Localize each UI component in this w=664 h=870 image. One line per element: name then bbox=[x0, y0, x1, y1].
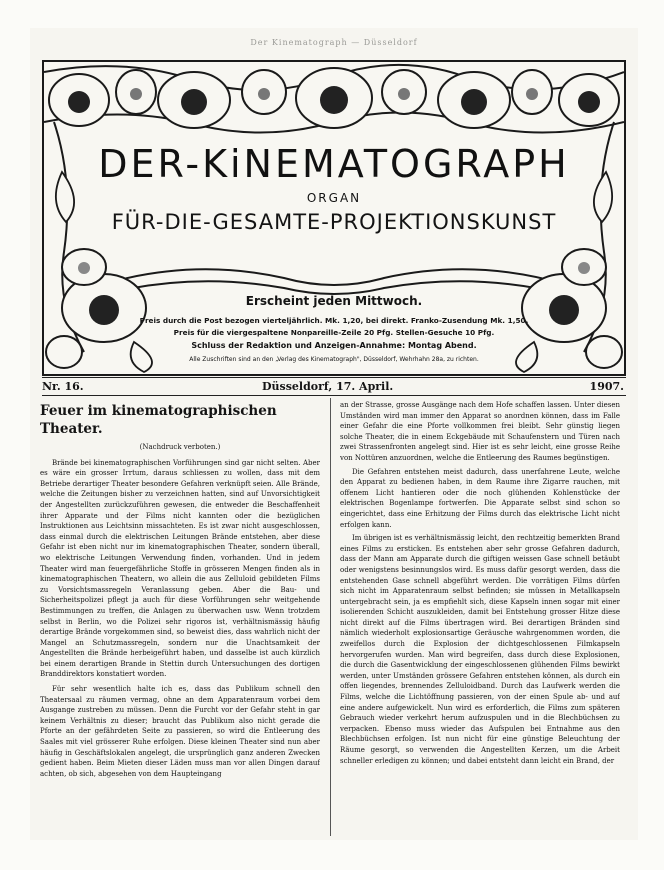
reprint-notice: (Nachdruck verboten.) bbox=[139, 443, 221, 451]
article-paragraph: an der Strasse, grosse Ausgänge nach dem Hofe schaffen lassen. Unter diesen Umständen wird man immer den Apparat so anordnen können, dass im Falle einer Gefahr die eine Pforte vollkommen frei bleibt. Sehr günstig liegen solche Theater, die in einem Eckgebäude mit Schaufenstern und Türen nach zwei Strassenfronten angelegt sind. Hier ist es sehr leicht, eine grosse Reihe von Nottüren anzuordnen, welche die Entleerung des Raumes begünstigen. bbox=[340, 401, 620, 462]
article-paragraph: Im übrigen ist es verhältnismässig leicht, den rechtzeitig bemerkten Brand eines Films zu ersticken. Es entstehen aber sehr grosse Gefahren dadurch, dass der Mann am Apparate durch die giftigen weissen Gase schnell betäubt oder wenigstens besinnungslos wird. Es muss dafür gesorgt werden, dass die entstehenden Gase schnell abgeführt werden. Die vorrätigen Films dürfen sich nicht im Apparatenraum selbst befinden; sie müssen in Metallkapseln untergebracht sein, ja es empfiehlt sich, diese Kapseln innen sogar mit einer isolierenden Schicht auszukleiden, damit bei Entstehung grosser Hitze diese nicht direkt auf die Films übertragen wird. Bei derartigen Bränden sind nämlich wiederholt explosionsartige Geräusche wahrgenommen worden, die zweifellos durch die Explosion der dichtgeschlossenen Filmkapseln hervorgerufen wurden. Man wird begreifen, dass durch diese Explosionen, die durch die Gasentwicklung der eingeschlossenen glühenden Films bewirkt werden, unter Umständen grössere Gefahren entstehen können, als durch ein offen liegendes, brennendes Zelluloidband. Durch das Laufwerk werden die Films, welche die Lichtöffnung passieren, von der einen Spule ab- und auf eine andere aufgewickelt. Nun wird es erforderlich, die Films zum späteren Gebrauch wieder verkehrt herum aufzuspulen und in die Blechbüchsen zu verpacken. Ebenso muss wieder das Aufspulen bei Entnahme aus den Blechbüchsen erfolgen. Ist nun nicht für eine günstige Beleuchtung der Räume gesorgt, so verwenden die Angestellten Kerzen, um die Arbeit schneller erledigen zu können; und dabei entsteht dann leicht ein Brand, der bbox=[340, 534, 620, 765]
issue-number: Nr. 16. bbox=[42, 380, 84, 393]
article-paragraph: Brände bei kinematographischen Vorführungen sind gar nicht selten. Aber es wäre ein grosser Irrtum, daraus schliessen zu wollen, dass mit dem Betriebe derartiger Theater besondere Gefahren verknüpft seien. Alle Brände, welche die Zeitungen bisher zu verzeichnen hatten, sind auf Unvorsichtigkeit der Angestellten zurückzuführen gewesen, die entweder die Beschaffenheit ihrer Apparate und der Films nicht kannten oder die bezüglichen Instruktionen aus Leichtsinn missachteten. Es ist zwar nicht ausgeschlossen, dass einmal durch die elektrischen Leitungen Brände entstehen, aber diese Gefahr ist eben nicht nur im kinematographischen Theater, sondern überall, wo elektrische Leitungen Verwendung finden, vorhanden. Und in jedem Theater wird man feuergefährliche Stoffe in grösseren Mengen finden als in kinematographischen Theatern, wo allein die aus Zelluloid gebildeten Films zu Vorsichtsmassregeln Veranlassung geben. Aber die Bau- und Sicherheitspolizei pflegt ja auch für diese Vorführungen sehr weitgehende Bestimmungen zu treffen, die Anlagen zu überwachen usw. Wenn trotzdem selbst in Berlin, wo die Polizei sehr rigoros ist, verhältnismässig häufig derartige Brände vorgekommen sind, so beweist dies, dass wahrlich nicht der Mangel an Schutzmassregeln, sondern nur die Unachtsamkeit der Angestellten die Brände herbeigeführt haben, und dasselbe ist auch kürzlich bei einem derartigen Brande in Stettin durch Untersuchungen des dortigen Branddirektors konstatiert worden. bbox=[40, 458, 320, 679]
issue-dateline bbox=[42, 377, 626, 396]
article-paragraph: Für sehr wesentlich halte ich es, dass das Publikum schnell den Theatersaal zu räumen vermag, ohne an dem Apparatenraum vorbei dem Ausgange zustreben zu müssen. Denn die Furcht vor der Gefahr steht in gar keinem Verhältnis zu dieser; braucht das Publikum also nicht gerade die Pforte an der gefährdeten Seite zu passieren, so wird die Entleerung des Saales mit viel grösserer Ruhe erfolgen. Diese kleinen Theater sind nun aber häufig in Geschäftslokalen angelegt, die ursprünglich ganz anderen Zwecken gedient haben. Beim Mieten dieser Läden muss man vor allen Dingen darauf achten, ob sich, abgesehen von dem Haupteingang bbox=[40, 685, 320, 778]
masthead bbox=[42, 60, 626, 376]
masthead-subtitle: FÜR-DIE-GESAMTE-PROJEKTIONSKUNST bbox=[111, 210, 557, 234]
publication-frequency: Erscheint jeden Mittwoch. bbox=[245, 294, 423, 308]
article-title: Feuer im kinematographischen Theater. bbox=[40, 403, 277, 437]
advertising-price: Preis für die viergespaltene Nonpareille-Zeile 20 Pfg. Stellen-Gesuche 10 Pfg. bbox=[173, 328, 495, 337]
running-head: Der Kinematograph — Düsseldorf bbox=[250, 38, 418, 47]
article-paragraph: Die Gefahren entstehen meist dadurch, dass unerfahrene Leute, welche den Apparat zu bedienen haben, in dem Raume ihre Zigarre rauchen, mit offenem Licht hantieren oder die noch glühenden Kohlenstücke der elektrischen Bogenlampe fortwerfen. Die Apparate selbst sind schon so eingerichtet, dass eine Erhitzung der Films durch das elektrische Licht nicht erfolgen kann. bbox=[340, 467, 620, 529]
article-column-right bbox=[340, 400, 620, 836]
editorial-deadline: Schluss der Redaktion und Anzeigen-Annahme: Montag Abend. bbox=[191, 341, 477, 350]
article-column-left bbox=[40, 400, 320, 836]
masthead-organ: ORGAN bbox=[306, 191, 362, 205]
issue-year: 1907. bbox=[589, 380, 624, 393]
issue-place-date: Düsseldorf, 17. April. bbox=[262, 380, 394, 393]
publisher-address: Alle Zuschriften sind an den „Verlag des Kinematograph", Düsseldorf, Wehrhahn 28a, zu richten. bbox=[189, 356, 479, 363]
column-divider bbox=[330, 398, 331, 836]
masthead-title: DER-KiNEMATOGRAPH bbox=[98, 142, 570, 186]
subscription-price: Preis durch die Post bezogen vierteljährlich. Mk. 1,20, bei direkt. Franko-Zusendung Mk. 1,50. bbox=[139, 316, 529, 325]
